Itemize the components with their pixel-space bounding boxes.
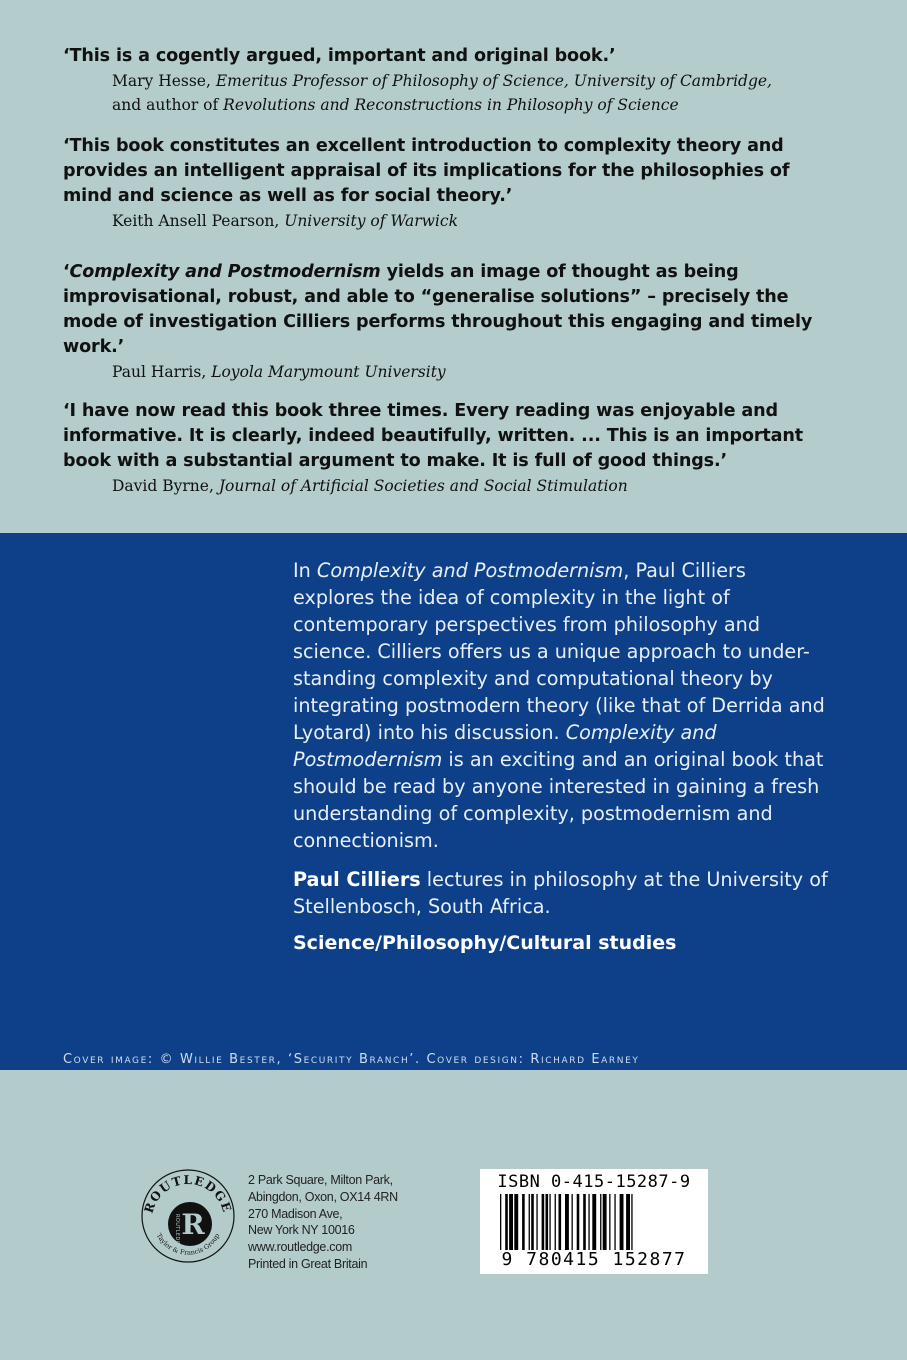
quote-book-title: Complexity and Postmodernism: [69, 262, 381, 282]
barcode-bar: [572, 1194, 573, 1250]
barcode-bar: [600, 1194, 601, 1250]
cover-credits: Cover image: © Willie Bester, ‘Security Branch’. Cover design: Richard Earney: [63, 1052, 640, 1067]
logo-group-text: Taylor & Francis Group: [154, 1232, 222, 1257]
logo-inner-text: ROUTLEDGE: [174, 1214, 180, 1249]
blurb-book-title: Complexity and Postmodernism: [316, 559, 624, 582]
author-bio: [293, 866, 833, 920]
quote-author: David Byrne,: [112, 477, 219, 495]
barcode-bar: [583, 1194, 586, 1250]
barcode-bar: [536, 1194, 537, 1250]
logo-ring-text: ROUTLEDGE: [141, 1172, 235, 1215]
quote-author: Paul Harris,: [112, 363, 212, 381]
quote-attribution: [112, 209, 843, 233]
barcode-bar: [555, 1194, 556, 1250]
blurb-text: is an exciting and an original book that should be read by anyone interested in gaining a fresh understanding of complexity, postmodernism and connectionism.: [293, 748, 824, 852]
barcode-bar: [559, 1194, 562, 1250]
address-line: 270 Madison Ave,: [248, 1206, 343, 1221]
barcode-bar: [505, 1194, 508, 1250]
barcode-bar: [626, 1194, 630, 1250]
barcode-bar: [546, 1194, 549, 1250]
isbn-label: ISBN 0-415-15287-9: [497, 1172, 691, 1192]
endorsements-panel: [0, 0, 907, 533]
quote-text: [63, 260, 843, 360]
logo-letter: R: [181, 1208, 205, 1241]
quote-author: Keith Ansell Pearson,: [112, 212, 285, 230]
barcode-bar: [542, 1194, 545, 1250]
endorsement-quote: [63, 399, 843, 498]
address-line: Abingdon, Oxon, OX14 4RN: [248, 1189, 398, 1204]
author-bio-text: lectures in philosophy at the University of Stellenbosch, South Africa.: [293, 868, 828, 918]
barcode-bar: [549, 1194, 550, 1250]
quote-attribution-extra: [112, 93, 843, 117]
subject-category: Science/Philosophy/Cultural studies: [293, 932, 677, 954]
blurb-book-title: Complexity and Postmodernism: [293, 721, 717, 771]
barcode-bar: [577, 1194, 580, 1250]
publisher-website: www.routledge.com: [248, 1240, 352, 1255]
book-blurb: [293, 557, 833, 957]
ean-digits: 9 780415 152877: [501, 1249, 687, 1270]
quote-attribution: [112, 360, 843, 384]
quote-extra-prefix: and author of: [112, 96, 224, 114]
quote-extra-title: Revolutions and Reconstructions in Philosophy of Science: [223, 96, 679, 114]
barcode-bar: [614, 1194, 615, 1250]
barcode-bar: [565, 1194, 569, 1250]
barcode-bar: [509, 1194, 513, 1250]
author-name: Paul Cilliers: [293, 868, 421, 891]
quote-author: Mary Hesse,: [112, 72, 216, 90]
quote-text: ‘This is a cogently argued, important and original book.’: [63, 46, 616, 66]
blurb-text: , Paul Cilliers explores the idea of complexity in the light of contemporary perspectives from philosophy and science. Cilliers offers us a unique approach to under-standing complexity and computational theory by integrating postmodern theory (like that of Derrida and Lyotard) into his discussion.: [293, 559, 825, 744]
barcode-bar: [500, 1194, 501, 1250]
blurb-paragraph: [293, 557, 833, 854]
endorsement-quote: [63, 134, 843, 233]
barcode-bar: [588, 1194, 589, 1250]
address-line: 2 Park Square, Milton Park,: [248, 1173, 393, 1187]
barcode-bar: [529, 1194, 530, 1250]
endorsement-quote: [63, 44, 843, 117]
printed-in: Printed in Great Britain: [248, 1256, 368, 1271]
quote-institution: Journal of Artificial Societies and Social Stimulation: [218, 477, 628, 495]
barcode-bars: [496, 1194, 696, 1250]
quote-institution: Loyola Marymount University: [211, 363, 446, 381]
quote-open-mark: ‘: [63, 262, 70, 282]
barcode-bar: [620, 1194, 624, 1250]
isbn-barcode: [480, 1169, 708, 1274]
quote-institution: Emeritus Professor of Philosophy of Science, University of Cambridge,: [215, 72, 772, 90]
quote-text: ‘This book constitutes an excellent introduction to complexity theory and provides an intelligent appraisal of its implications for the philosophies of mind and science as well as for social theory.’: [63, 136, 790, 206]
endorsement-quote: [63, 260, 843, 384]
barcode-bar: [531, 1194, 534, 1250]
barcode-bar: [603, 1194, 607, 1250]
blurb-text: In: [293, 559, 317, 582]
barcode-bar: [522, 1194, 525, 1250]
routledge-logo-icon: [140, 1168, 236, 1264]
barcode-bar: [631, 1194, 632, 1250]
barcode-bar: [514, 1194, 518, 1250]
barcode-bar: [609, 1194, 610, 1250]
quote-text: ‘I have now read this book three times. Every reading was enjoyable and informative. It is clearly, indeed beautifully, written. ... This is an important book with a substantial argument to make. It is full of good things.’: [63, 401, 803, 471]
quote-institution: University of Warwick: [284, 212, 458, 230]
quote-attribution: [112, 69, 843, 93]
publisher-address: [248, 1172, 398, 1273]
quote-attribution: [112, 474, 843, 498]
address-line: New York NY 10016: [248, 1223, 355, 1238]
quote-body: yields an image of thought as being improvisational, robust, and able to “generalise solutions” – precisely the mode of investigation Cilliers performs throughout this engaging and timely work.’: [63, 262, 813, 357]
barcode-bar: [592, 1194, 596, 1250]
